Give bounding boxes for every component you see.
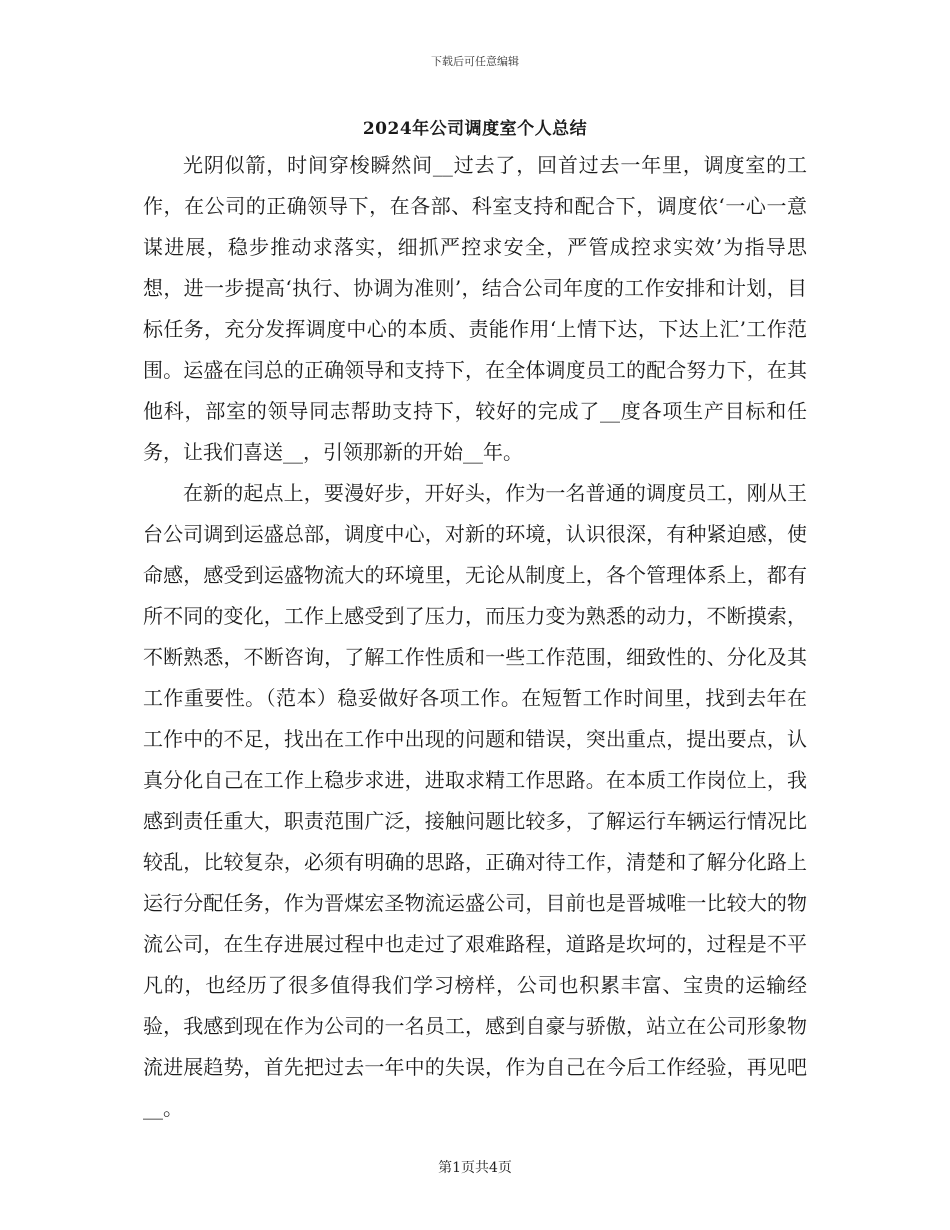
- document-body: [143, 145, 807, 1129]
- body-paragraph-1: 光阴似箭，时间穿梭瞬然间__过去了，回首过去一年里，调度室的工作，在公司的正确领导下，在各部、科室支持和配合下，调度依‘一心一意谋进展，稳步推动求落实，细抓严控求安全，严管成控求实效’为指导思想，进一步提高‘执行、协调为准则’，结合公司年度的工作安排和计划，目标任务，充分发挥调度中心的本质、责能作用‘上情下达，下达上汇’工作范围。运盛在闫总的正确领导和支持下，在全体调度员工的配合努力下，在其他科，部室的领导同志帮助支持下，较好的完成了__度各项生产目标和任务，让我们喜送__，引领那新的开始__年。: [143, 153, 807, 464]
- page-footer: 第1页共4页: [438, 1160, 512, 1176]
- document-title: 2024年公司调度室个人总结: [362, 119, 588, 139]
- body-paragraph-2: 在新的起点上，要漫好步，开好头，作为一名普通的调度员工，刚从王台公司调到运盛总部，调度中心，对新的环境，认识很深，有种紧迫感，使命感，感受到运盛物流大的环境里，无论从制度上，各个管理体系上，都有所不同的变化，工作上感受到了压力，而压力变为熟悉的动力，不断摸索，不断熟悉，不断咨询，了解工作性质和一些工作范围，细致性的、分化及其工作重要性。（范本）稳妥做好各项工作。在短暂工作时间里，找到去年在工作中的不足，找出在工作中出现的问题和错误，突出重点，提出要点，认真分化自己在工作上稳步求进，进取求精工作思路。在本质工作岗位上，我感到责任重大，职责范围广泛，接触问题比较多，了解运行车辆运行情况比较乱，比较复杂，必须有明确的思路，正确对待工作，清楚和了解分化路上运行分配任务，作为晋煤宏圣物流运盛公司，目前也是晋城唯一比较大的物流公司，在生存进展过程中也走过了艰难路程，道路是坎坷的，过程是不平凡的，也经历了很多值得我们学习榜样，公司也积累丰富、宝贵的运输经验，我感到现在作为公司的一名员工，感到自豪与骄傲，站立在公司形象物流进展趋势，首先把过去一年中的失误，作为自己在今后工作经验，再见吧__。: [143, 481, 807, 1120]
- header-note: 下载后可任意编辑: [431, 55, 519, 68]
